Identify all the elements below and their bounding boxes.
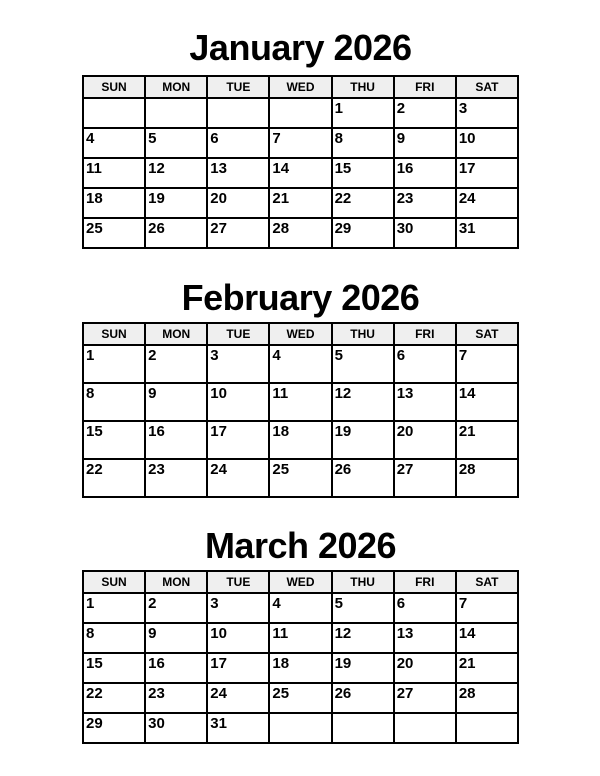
weekday-header: FRI xyxy=(394,76,456,98)
day-cell xyxy=(394,158,456,188)
day-number: 9 xyxy=(396,130,406,147)
day-number: 10 xyxy=(210,385,227,402)
day-number: 29 xyxy=(86,715,103,732)
day-number: 30 xyxy=(148,715,165,732)
day-cell xyxy=(83,383,145,421)
day-number: 4 xyxy=(272,347,281,364)
day-cell xyxy=(394,623,456,653)
day-cell xyxy=(456,593,518,623)
day-number: 24 xyxy=(458,190,476,207)
week-row xyxy=(83,345,518,383)
day-number: 12 xyxy=(334,625,352,642)
day-cell xyxy=(394,128,456,158)
day-number: 12 xyxy=(334,385,352,402)
day-number: 7 xyxy=(458,347,468,364)
day-number: 10 xyxy=(458,130,476,147)
day-number: 7 xyxy=(458,595,468,612)
day-number xyxy=(146,99,206,100)
day-number: 16 xyxy=(148,423,165,440)
day-cell xyxy=(83,188,145,218)
day-cell xyxy=(207,713,269,743)
day-number: 27 xyxy=(210,220,227,237)
day-number: 3 xyxy=(458,100,468,117)
day-number: 14 xyxy=(458,385,476,402)
day-number: 11 xyxy=(272,625,289,642)
day-cell xyxy=(456,383,518,421)
weekday-header-row xyxy=(83,76,518,98)
day-number: 12 xyxy=(148,160,165,177)
day-cell xyxy=(394,188,456,218)
calendar-grid-january xyxy=(82,75,519,249)
day-cell xyxy=(145,345,207,383)
day-number: 26 xyxy=(334,685,352,702)
day-cell xyxy=(394,383,456,421)
day-cell xyxy=(207,593,269,623)
day-number: 28 xyxy=(458,461,476,478)
day-cell xyxy=(394,713,456,743)
day-number: 27 xyxy=(396,461,414,478)
day-number: 21 xyxy=(458,655,476,672)
day-cell xyxy=(332,345,394,383)
day-cell xyxy=(83,459,145,497)
day-cell xyxy=(83,218,145,248)
week-row xyxy=(83,459,518,497)
day-cell xyxy=(269,128,331,158)
weekday-header: MON xyxy=(145,323,207,345)
day-cell xyxy=(207,653,269,683)
day-number: 14 xyxy=(458,625,476,642)
day-cell xyxy=(207,623,269,653)
day-cell xyxy=(145,653,207,683)
weekday-header-row xyxy=(83,571,518,593)
weekday-header: SUN xyxy=(83,76,145,98)
day-number: 14 xyxy=(272,160,290,177)
day-cell xyxy=(394,98,456,128)
weekday-header: THU xyxy=(332,323,394,345)
day-number: 9 xyxy=(148,385,157,402)
weekday-header-row xyxy=(83,323,518,345)
day-number: 6 xyxy=(210,130,219,147)
day-cell xyxy=(332,98,394,128)
day-number: 18 xyxy=(272,423,290,440)
day-cell xyxy=(456,158,518,188)
day-cell xyxy=(332,158,394,188)
day-number: 19 xyxy=(148,190,165,207)
week-row xyxy=(83,98,518,128)
day-number: 28 xyxy=(458,685,476,702)
weekday-header: WED xyxy=(269,76,331,98)
day-number: 23 xyxy=(148,685,165,702)
day-cell xyxy=(456,188,518,218)
month-title: February 2026 xyxy=(181,277,420,318)
day-number: 22 xyxy=(86,461,103,478)
day-cell xyxy=(332,188,394,218)
day-cell xyxy=(456,683,518,713)
day-cell xyxy=(456,128,518,158)
day-cell xyxy=(456,653,518,683)
day-number: 4 xyxy=(272,595,281,612)
day-number: 23 xyxy=(148,461,165,478)
day-cell xyxy=(269,345,331,383)
weekday-header: FRI xyxy=(394,323,456,345)
day-cell xyxy=(207,683,269,713)
day-cell xyxy=(207,218,269,248)
day-number: 7 xyxy=(272,130,281,147)
weekday-header: THU xyxy=(332,76,394,98)
day-number: 29 xyxy=(334,220,352,237)
day-cell xyxy=(332,683,394,713)
day-number: 1 xyxy=(334,100,343,117)
day-cell xyxy=(332,218,394,248)
day-cell xyxy=(394,218,456,248)
day-cell xyxy=(145,623,207,653)
day-cell xyxy=(269,158,331,188)
day-cell xyxy=(145,593,207,623)
day-cell xyxy=(269,383,331,421)
day-number: 16 xyxy=(396,160,414,177)
weekday-header: SAT xyxy=(456,323,518,345)
day-number: 19 xyxy=(334,423,352,440)
weekday-header: TUE xyxy=(207,76,269,98)
day-cell xyxy=(394,345,456,383)
day-number: 25 xyxy=(272,461,290,478)
day-number: 17 xyxy=(458,160,476,177)
calendar-grid-february xyxy=(82,322,519,498)
day-number xyxy=(208,99,268,100)
week-row xyxy=(83,653,518,683)
day-number: 15 xyxy=(86,423,103,440)
day-cell xyxy=(207,98,269,128)
day-cell xyxy=(269,459,331,497)
week-row xyxy=(83,188,518,218)
day-number: 2 xyxy=(396,100,406,117)
day-cell xyxy=(394,653,456,683)
day-cell xyxy=(83,623,145,653)
day-cell xyxy=(145,713,207,743)
day-number: 20 xyxy=(210,190,227,207)
day-cell xyxy=(145,98,207,128)
day-cell xyxy=(332,623,394,653)
day-number: 17 xyxy=(210,423,227,440)
week-row xyxy=(83,623,518,653)
day-cell xyxy=(145,421,207,459)
day-cell xyxy=(83,653,145,683)
day-number: 16 xyxy=(148,655,165,672)
weekday-header: SUN xyxy=(83,571,145,593)
day-cell xyxy=(83,158,145,188)
day-number: 15 xyxy=(334,160,352,177)
month-title: January 2026 xyxy=(189,27,412,68)
day-number: 5 xyxy=(148,130,157,147)
day-number: 20 xyxy=(396,655,414,672)
week-row xyxy=(83,421,518,459)
day-cell xyxy=(269,98,331,128)
day-cell xyxy=(207,459,269,497)
day-number: 26 xyxy=(334,461,352,478)
weekday-header: SAT xyxy=(456,571,518,593)
week-row xyxy=(83,683,518,713)
day-cell xyxy=(83,593,145,623)
day-number: 19 xyxy=(334,655,352,672)
day-cell xyxy=(332,421,394,459)
day-cell xyxy=(394,683,456,713)
weekday-header: WED xyxy=(269,323,331,345)
day-cell xyxy=(269,593,331,623)
week-row xyxy=(83,158,518,188)
week-row xyxy=(83,593,518,623)
day-cell xyxy=(332,459,394,497)
weekday-header: SAT xyxy=(456,76,518,98)
day-number: 22 xyxy=(86,685,103,702)
weekday-header: MON xyxy=(145,571,207,593)
day-number: 1 xyxy=(86,347,95,364)
day-number: 8 xyxy=(86,385,95,402)
day-cell xyxy=(145,683,207,713)
day-cell xyxy=(207,128,269,158)
day-number: 27 xyxy=(396,685,414,702)
weekday-header: SUN xyxy=(83,323,145,345)
day-number: 2 xyxy=(148,595,157,612)
day-number: 9 xyxy=(148,625,157,642)
week-row xyxy=(83,713,518,743)
day-cell xyxy=(332,593,394,623)
day-number: 18 xyxy=(86,190,103,207)
day-number: 21 xyxy=(458,423,476,440)
day-number xyxy=(457,714,517,715)
day-number: 3 xyxy=(210,347,219,364)
day-cell xyxy=(269,623,331,653)
day-cell xyxy=(269,683,331,713)
day-number: 15 xyxy=(86,655,103,672)
day-number: 22 xyxy=(334,190,352,207)
day-cell xyxy=(145,459,207,497)
day-cell xyxy=(332,383,394,421)
day-number xyxy=(270,714,330,715)
day-cell xyxy=(269,421,331,459)
weekday-header: FRI xyxy=(394,571,456,593)
day-cell xyxy=(456,98,518,128)
day-number: 6 xyxy=(396,347,406,364)
day-cell xyxy=(456,623,518,653)
day-cell xyxy=(456,345,518,383)
day-cell xyxy=(83,683,145,713)
day-cell xyxy=(456,713,518,743)
day-number: 6 xyxy=(396,595,406,612)
day-cell xyxy=(207,421,269,459)
day-cell xyxy=(269,713,331,743)
day-number: 31 xyxy=(458,220,476,237)
day-number: 8 xyxy=(334,130,343,147)
day-cell xyxy=(145,188,207,218)
calendar-grid-march xyxy=(82,570,519,744)
day-cell xyxy=(145,128,207,158)
day-cell xyxy=(83,421,145,459)
day-number xyxy=(270,99,330,100)
day-number: 5 xyxy=(334,595,343,612)
day-number: 24 xyxy=(210,685,227,702)
day-cell xyxy=(332,653,394,683)
day-number: 2 xyxy=(148,347,157,364)
day-cell xyxy=(269,218,331,248)
day-cell xyxy=(83,713,145,743)
day-number xyxy=(395,714,455,715)
day-number: 21 xyxy=(272,190,290,207)
weekday-header: MON xyxy=(145,76,207,98)
weekday-header: THU xyxy=(332,571,394,593)
day-number xyxy=(333,714,393,715)
day-number: 25 xyxy=(272,685,290,702)
day-cell xyxy=(456,459,518,497)
day-cell xyxy=(145,158,207,188)
day-number: 13 xyxy=(396,625,414,642)
month-title: March 2026 xyxy=(204,525,397,566)
day-number: 3 xyxy=(210,595,219,612)
day-cell xyxy=(394,593,456,623)
day-cell xyxy=(394,421,456,459)
day-number: 23 xyxy=(396,190,414,207)
weekday-header: TUE xyxy=(207,571,269,593)
day-number: 31 xyxy=(210,715,227,732)
day-number: 24 xyxy=(210,461,227,478)
day-number: 25 xyxy=(86,220,103,237)
weekday-header: WED xyxy=(269,571,331,593)
weekday-header: TUE xyxy=(207,323,269,345)
week-row xyxy=(83,383,518,421)
week-row xyxy=(83,218,518,248)
day-cell xyxy=(394,459,456,497)
day-cell xyxy=(269,188,331,218)
day-cell xyxy=(332,713,394,743)
day-cell xyxy=(207,188,269,218)
day-number: 18 xyxy=(272,655,290,672)
day-cell xyxy=(207,345,269,383)
day-number: 1 xyxy=(86,595,95,612)
day-number: 20 xyxy=(396,423,414,440)
day-cell xyxy=(456,218,518,248)
day-number: 5 xyxy=(334,347,343,364)
day-number: 28 xyxy=(272,220,290,237)
day-cell xyxy=(269,653,331,683)
day-cell xyxy=(145,218,207,248)
day-cell xyxy=(83,345,145,383)
day-cell xyxy=(83,128,145,158)
day-number: 17 xyxy=(210,655,227,672)
day-number: 11 xyxy=(272,385,289,402)
day-number: 30 xyxy=(396,220,414,237)
week-row xyxy=(83,128,518,158)
day-cell xyxy=(83,98,145,128)
day-number: 4 xyxy=(86,130,95,147)
day-cell xyxy=(207,158,269,188)
day-cell xyxy=(207,383,269,421)
day-number: 13 xyxy=(210,160,227,177)
day-cell xyxy=(145,383,207,421)
day-cell xyxy=(332,128,394,158)
day-number: 11 xyxy=(86,160,102,177)
day-number xyxy=(84,99,144,100)
day-number: 26 xyxy=(148,220,165,237)
day-cell xyxy=(456,421,518,459)
day-number: 10 xyxy=(210,625,227,642)
day-number: 8 xyxy=(86,625,95,642)
day-number: 13 xyxy=(396,385,414,402)
